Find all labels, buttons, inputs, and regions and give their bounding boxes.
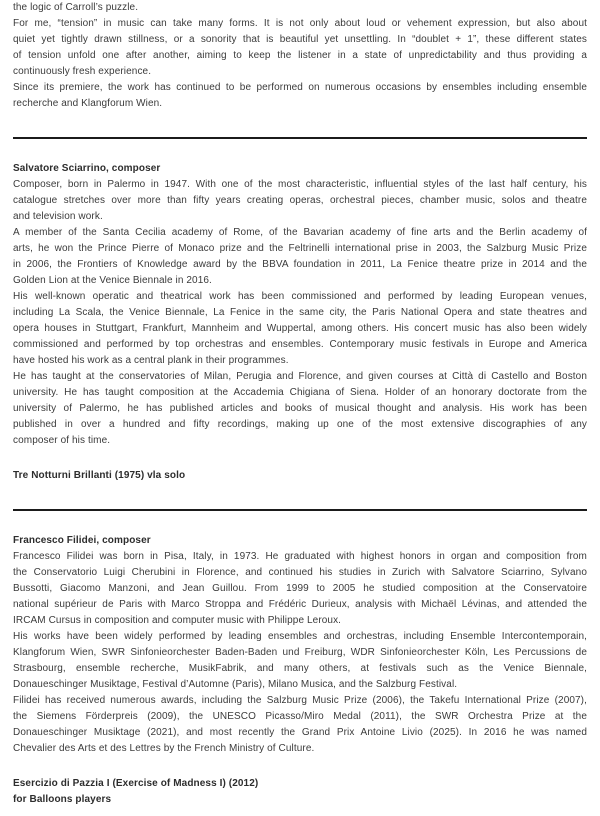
work-title-line: for Balloons players [13,794,112,805]
text-line: including La Scala, the Venice Biennale, La Fenice in the same city, the Paris National Opera and state theatres and [13,307,587,318]
text-line: IRCAM Cursus in composition and computer music with Philippe Leroux. [13,615,342,626]
work-title-esercizio [13,776,587,808]
sciarrino-biography-p2 [13,225,587,289]
text-line: His well-known operatic and theatrical work has been commissioned and performed by leading European venues, [13,291,587,302]
text-line: have hosted his work as a central plank in their programmes. [13,355,289,366]
text-line: Donaueschinger Musiktage (2021), and most recently the Grand Prix Antoine Livio (2025). In 2016 he was named [13,727,587,738]
filidei-biography-p1 [13,549,587,629]
text-line: national supérieur de Paris with Marco Stroppa and Frédéric Durieux, analysis with Michaël Lévinas, and attended the [13,599,587,610]
work-title-line: Esercizio di Pazzia I (Exercise of Madness I) (2012) [13,778,259,789]
text-line: catalogue stretches over more than fifty years creating operas, orchestral pieces, chamber music, solos and theatre [13,195,587,206]
composer-heading-sciarrino: Salvatore Sciarrino, composer [13,163,161,174]
doublet-note-continuation-p3 [13,80,587,112]
text-line: in 2006, the Frontiers of Knowledge award by the BBVA foundation in 2011, La Fenice theatre prize in 2014 and the [13,259,587,270]
section-divider [13,509,587,511]
text-line: commissioned and performed by top orchestras and ensembles. Contemporary music festivals in Europe and America [13,339,587,350]
sciarrino-biography-p3 [13,289,587,369]
text-line: recherche and Klangforum Wien. [13,98,163,109]
text-line: Golden Lion at the Venice Biennale in 2016. [13,275,212,286]
text-line: and television work. [13,211,103,222]
text-line: the logic of Carroll’s puzzle. [13,2,139,13]
text-line: Donaueschinger Musiktage, Festival d’Automne (Paris), Milano Musica, and the Salzburg Festival. [13,679,458,690]
text-line: university. He has taught composition at the Accademia Chigiana of Siena. Holder of an honorary doctorate from the [13,387,587,398]
text-line: Francesco Filidei was born in Pisa, Italy, in 1973. He graduated with highest honors in organ and composition from [13,551,587,562]
text-line: opera houses in Stuttgart, Frankfurt, Mannheim and Wuppertal, among others. His concert music has also been widely [13,323,587,334]
text-line: the Conservatorio Luigi Cherubini in Florence, and continued his studies in Zurich with Salvatore Sciarrino, Sylvano [13,567,587,578]
composer-heading-filidei: Francesco Filidei, composer [13,535,151,546]
text-line: composer of his time. [13,435,111,446]
text-line: His works have been widely performed by leading ensembles and orchestras, including Ensemble Intercontemporain, [13,631,587,642]
work-title-tre-notturni [13,468,587,484]
text-line: A member of the Santa Cecilia academy of Rome, of the Bavarian academy of fine arts and the Berlin academy of [13,227,587,238]
text-line: Klangforum Wien, SWR Sinfonieorchester Baden-Baden und Freiburg, WDR Sinfonieorchester Köln, Les Percussions de [13,647,587,658]
section-divider [13,137,587,139]
sciarrino-biography-p1 [13,177,587,225]
text-line: the Siemens Förderpreis (2009), the UNESCO Picasso/Miro Medal (2011), the SWR Orchestra Prize at the [13,711,587,722]
filidei-biography-p3 [13,693,587,757]
doublet-note-continuation-p1 [13,0,587,16]
text-line: arts, he won the Prince Pierre of Monaco prize and the Feltrinelli international prise in 2003, the Salzburg Music Prize [13,243,587,254]
text-line: Filidei has received numerous awards, including the Salzburg Music Prize (2006), the Takefu International Prize (2007), [13,695,587,706]
text-line: university of Palermo, he has published articles and books of musical thought and analysis. His work has been [13,403,587,414]
text-line: continuously fresh experience. [13,66,152,77]
text-line: He has taught at the conservatories of Milan, Perugia and Florence, and given courses at Città di Castello and Boston [13,371,587,382]
doublet-note-continuation-p2 [13,16,587,80]
filidei-biography-p2 [13,629,587,693]
sciarrino-biography-p4 [13,369,587,449]
work-title-line: Tre Notturni Brillanti (1975) vla solo [13,470,186,481]
text-line: Since its premiere, the work has continued to be performed on numerous occasions by ensembles including ensemble [13,82,587,93]
text-line: For me, “tension” in music can take many forms. It is not only about loud or vehement expression, but also about [13,18,587,29]
text-line: Chevalier des Arts et des Lettres by the French Ministry of Culture. [13,743,315,754]
text-line: Composer, born in Palermo in 1947. With one of the most characteristic, influential styles of the last half century, his [13,179,587,190]
text-line: Bussotti, Giacomo Manzoni, and Jean Guillou. From 1999 to 2005 he studied composition at the Conservatoire [13,583,587,594]
text-line: quiet yet tightly drawn stillness, or a sonority that is beautiful yet unsettling. In “doublet + 1”, these different states [13,34,587,45]
text-line: of tension unfold one after another, aiming to keep the listener in a state of unpredictability and thus providing a [13,50,587,61]
text-line: published in over a hundred and fifty recordings, making up one of the most extensive discographies of any [13,419,587,430]
text-line: Strasbourg, ensemble recherche, MusikFabrik, and many others, at festivals such as the Venice Biennale, [13,663,587,674]
